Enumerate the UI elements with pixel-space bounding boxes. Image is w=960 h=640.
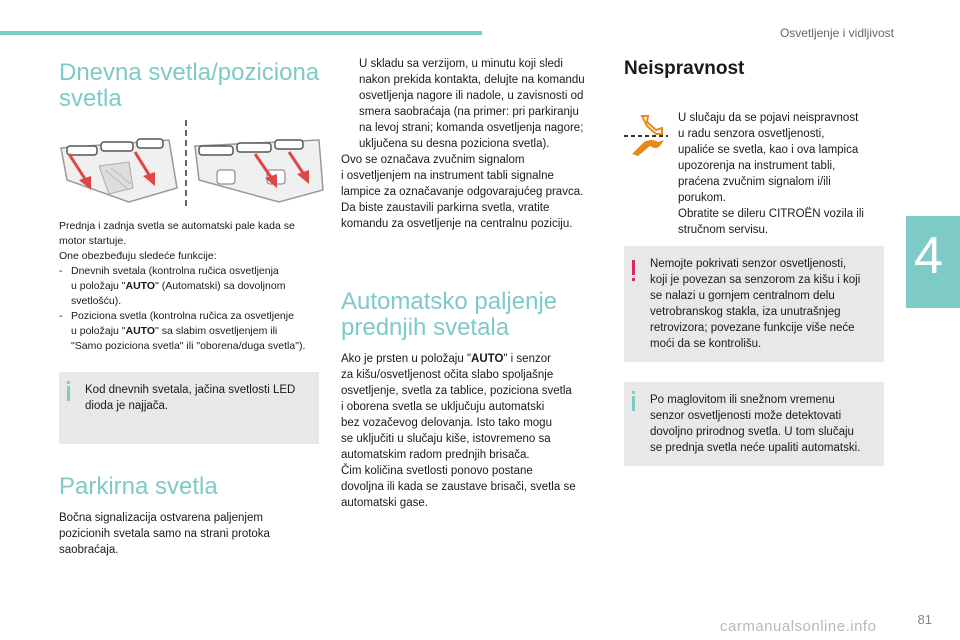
parking-instructions: U skladu sa verzijom, u minutu koji sledi nakon prekida kontakta, delujte na komandu osvetljenja nagore ili nadole, u zavisnosti od smera saobraćaja (na primer: pri parkiranju na levoj strani; komanda osvetljenja nagore; uključena su desna poziciona svetla). Ovo se označava zvučnim signalom i osvetljenjem na instrument tabli signalne lampice za označavanje odgovarajućeg pravca. Da biste zaustavili parkirna svetla, vratite komandu za osvetljenje na centralnu poziciju. — [341, 56, 606, 232]
page-number: 81 — [917, 612, 932, 627]
lights-illustration — [59, 118, 325, 208]
caption-line: motor startuje. — [59, 235, 127, 247]
header-bar — [0, 31, 482, 35]
chapter-number: 4 — [914, 227, 943, 285]
section-title-parking: Parkirna svetla — [59, 473, 218, 500]
caption-line: Prednja i zadnja svetla se automatski pale kada se — [59, 220, 295, 232]
fault-description: U slučaju da se pojavi neispravnost u radu senzora osvetljenosti, upaliće se svetla, kao i ova lampica upozorenja na instrument tabli, praćena zvučnim signalom i/ili porukom. Obratite se dileru CITROËN vozila ili stručnom servisu. — [678, 112, 864, 236]
chapter-tab — [906, 216, 960, 308]
arrow-icon — [341, 56, 359, 152]
daytime-description — [59, 219, 334, 354]
section-title-fault: Neispravnost — [624, 58, 745, 79]
list-item: - Dnevnih svetala (kontrolna ručica osvetljenja u položaju "AUTO" (Automatski) sa dovoljnom svetlošću). — [59, 265, 286, 307]
info-icon — [67, 386, 70, 401]
info-note-fog: Po maglovitom ili snežnom vremenu senzor osvetljenosti može detektovati dovoljno prirodnog svetla. U tom slučaju se prednja svetla neće upaliti automatski. — [624, 382, 884, 466]
watermark[interactable]: carmanualsonline.info — [720, 618, 877, 635]
exclamation-icon — [632, 260, 635, 275]
section-header: Osvetljenje i vidljivost — [779, 26, 894, 40]
info-icon — [632, 396, 635, 411]
auto-headlights-description: Ako je prsten u položaju "AUTO" i senzor za kišu/osvetljenost očita slabo spoljašnje osvetljenje, svetla za tablice, poziciona svetla i oborena svetla se uključuju automatski bez vozačevog delovanja. Isto tako mogu se uključiti u slučaju kiše, istovremeno sa automatskim radom prednjih brisača. Čim količina svetlosti ponovo postane dovoljna ili kada se zaustave brisači, svetla se automatski gase. — [341, 353, 576, 509]
warning-note-sensor: Nemojte pokrivati senzor osvetljenosti, koji je povezan sa senzorom za kišu i koji se nalazi u gornjem centralnom delu vetrobranskog stakla, iza unutrašnjeg retrovizora; povezane funkcije više neće moći da se kontrolišu. — [624, 246, 884, 362]
wrench-warning-icon — [622, 112, 670, 158]
caption-line: One obezbeđuju sledeće funkcije: — [59, 250, 217, 262]
list-item: - Poziciona svetla (kontrolna ručica za osvetljenje u položaju "AUTO" sa slabim osvetljenjem ili "Samo poziciona svetla" ili "oborena/duga svetla"). — [59, 310, 306, 352]
section-title-daytime: Dnevna svetla/poziciona svetla — [59, 59, 320, 112]
list-item: U skladu sa verzijom, u minutu koji sledi nakon prekida kontakta, delujte na komandu osvetljenja nagore ili nadole, u zavisnosti od smera saobraćaja (na primer: pri parkiranju na levoj strani; komanda osvetljenja nagore; uključena su desna poziciona svetla). — [341, 56, 606, 152]
left-column — [59, 60, 329, 112]
section-title-auto-headlights: Automatsko paljenje prednjih svetala — [341, 288, 558, 341]
info-note-led: Kod dnevnih svetala, jačina svetlosti LED dioda je najjača. — [59, 372, 319, 444]
parking-description: Bočna signalizacija ostvarena paljenjem pozicionih svetala samo na strani protoka saobraćaja. — [59, 512, 270, 556]
